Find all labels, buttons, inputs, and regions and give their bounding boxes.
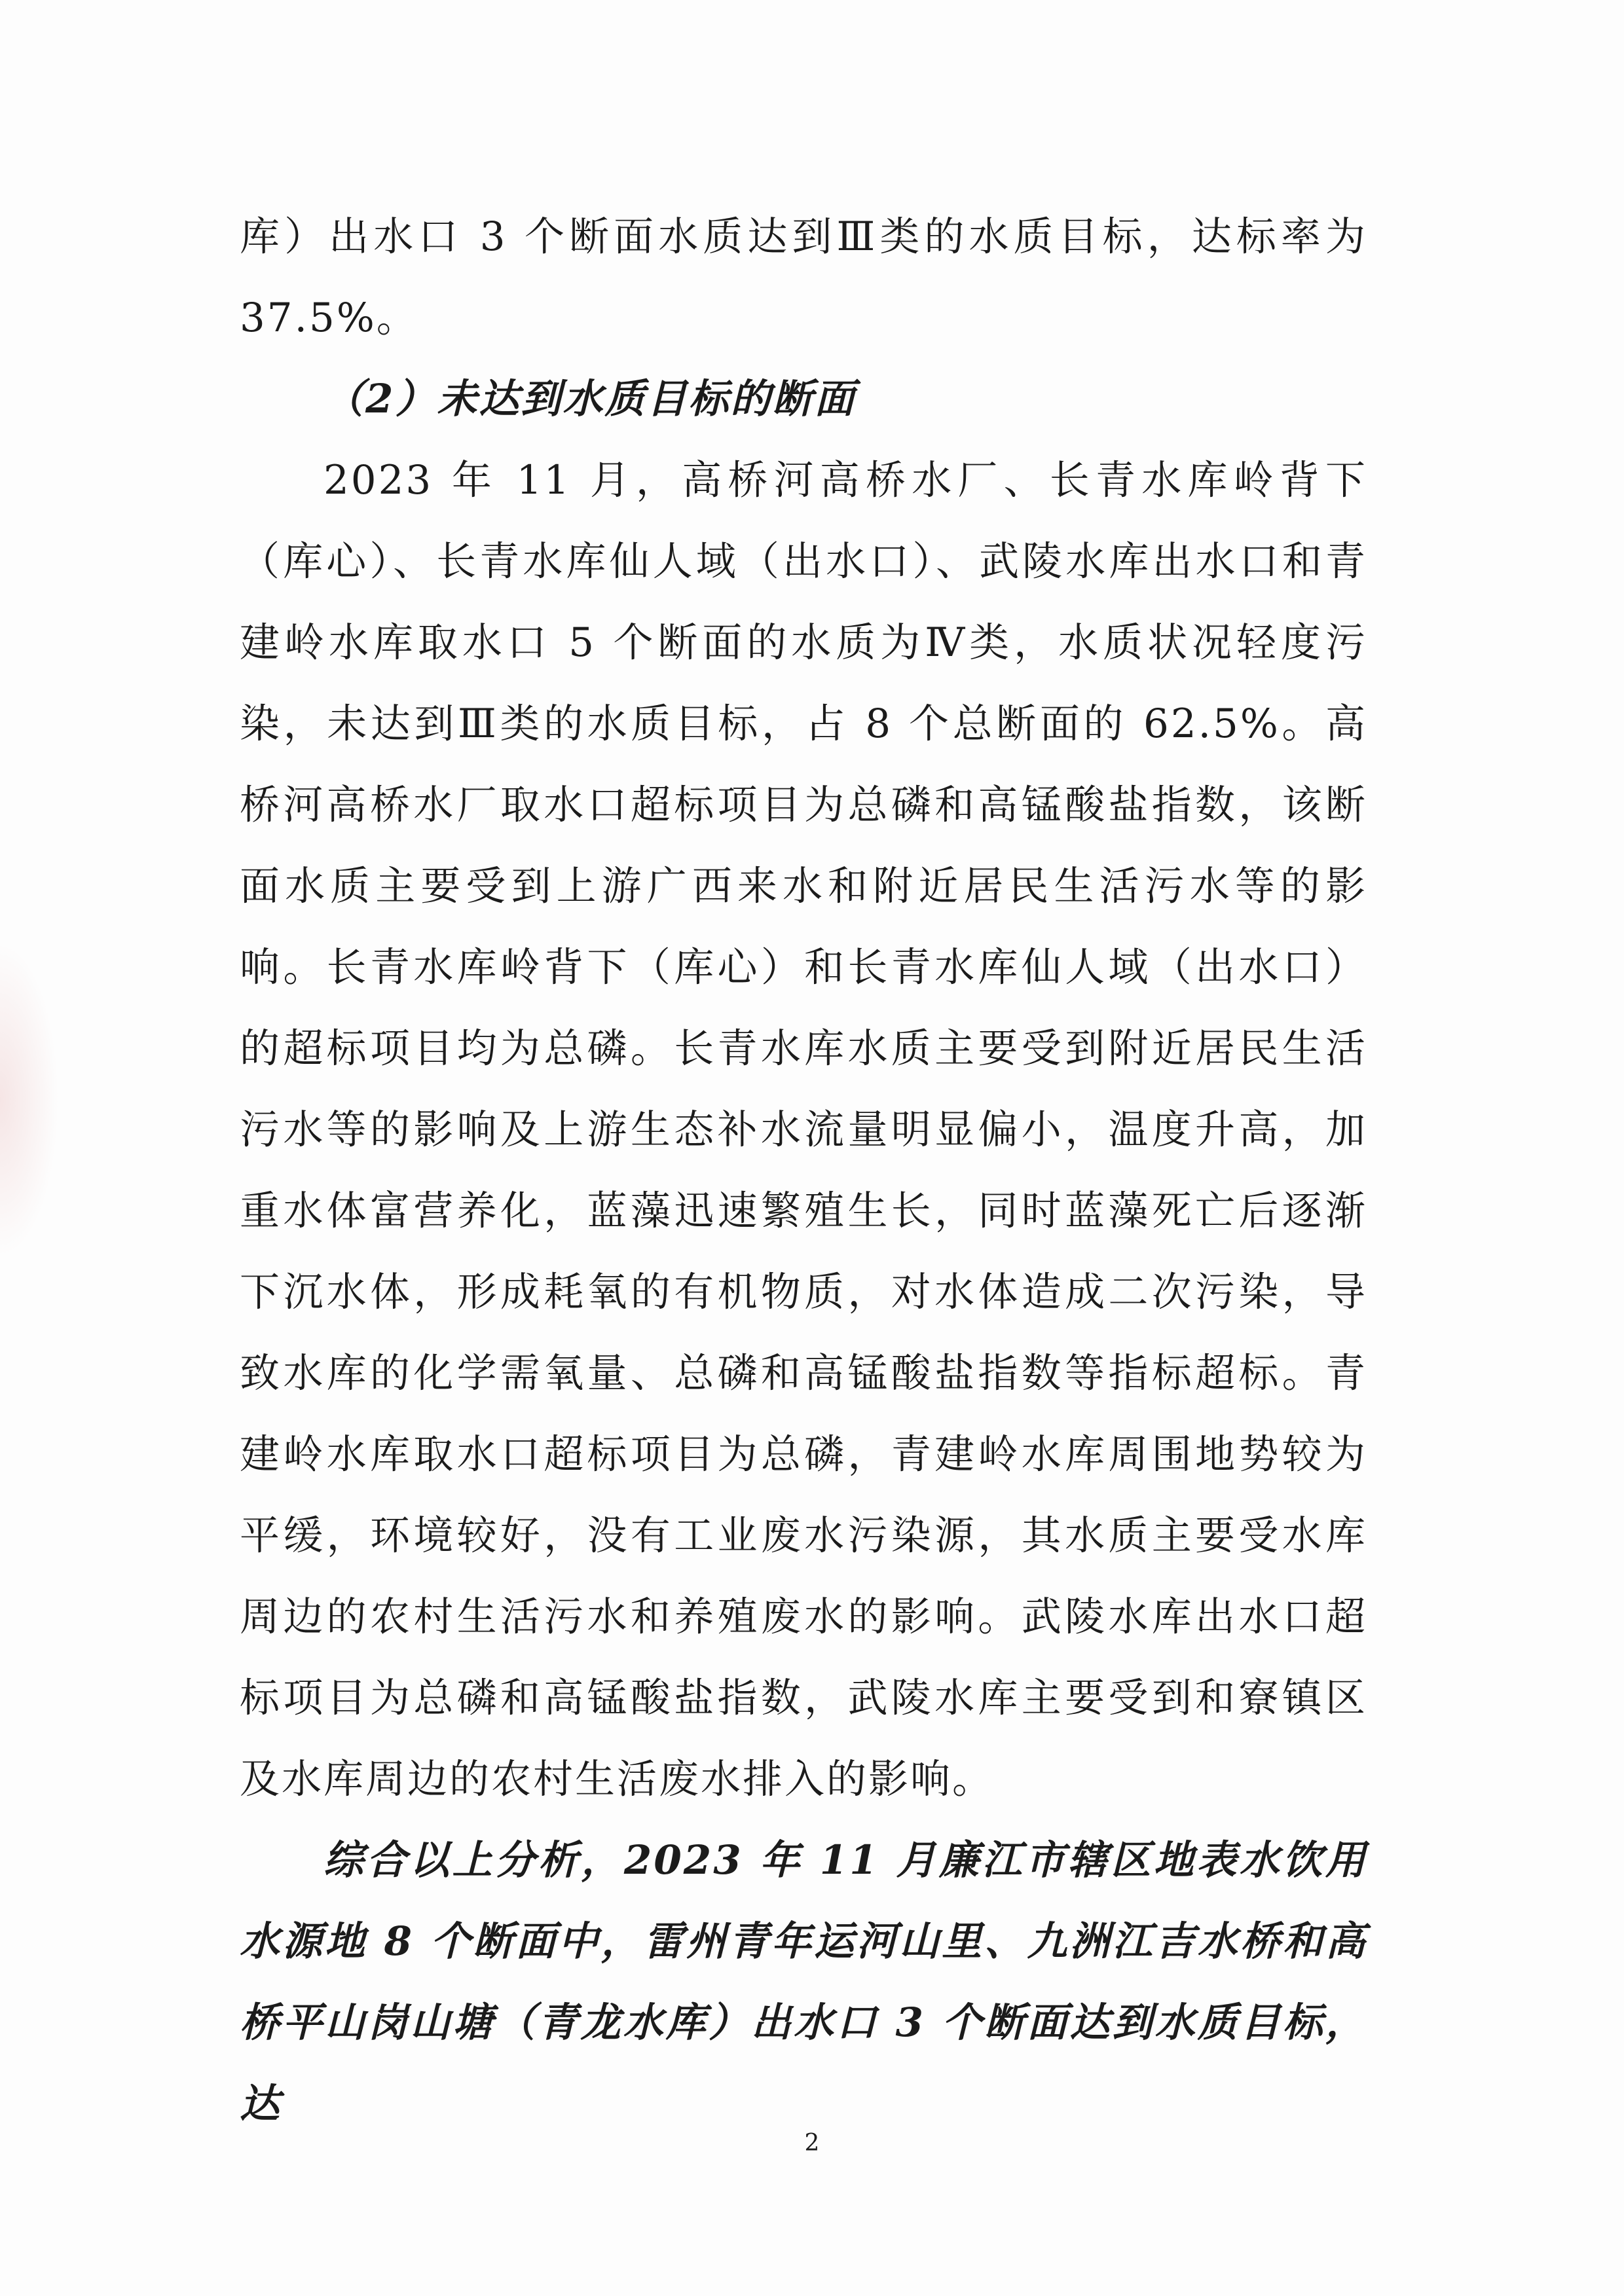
paragraph-analysis: 2023 年 11 月，高桥河高桥水厂、长青水库岭背下（库心）、长青水库仙人域（出水口）、武陵水库出水口和青建岭水库取水口 5 个断面的水质为Ⅳ类，水质状况轻度污染，未达到Ⅲ类的水质目标，占 8 个总断面的 62.5%。高桥河高桥水厂取水口超标项目为总磷和高锰酸盐指数，该断面水质主要受到上游广西来水和附近居民生活污水等的影响。长青水库岭背下（库心）和长青水库仙人域（出水口）的超标项目均为总磷。长青水库水质主要受到附近居民生活污水等的影响及上游生态补水流量明显偏小，温度升高，加重水体富营养化，蓝藻迅速繁殖生长，同时蓝藻死亡后逐渐下沉水体，形成耗氧的有机物质，对水体造成二次污染，导致水库的化学需氧量、总磷和高锰酸盐指数等指标超标。青建岭水库取水口超标项目为总磷，青建岭水库周围地势较为平缓，环境较好，没有工业废水污染源，其水质主要受水库周边的农村生活污水和养殖废水的影响。武陵水库出水口超标项目为总磷和高锰酸盐指数，武陵水库主要受到和寮镇区及水库周边的农村生活废水排入的影响。 — [240, 457, 1367, 1802]
paragraph-summary: 综合以上分析，2023 年 11 月廉江市辖区地表水饮用水源地 8 个断面中，雷州青年运河山里、九洲江吉水桥和高桥平山岗山塘（青龙水库）出水口 3 个断面达到水质目标，达 — [240, 1837, 1367, 2127]
page-number: 2 — [804, 2130, 820, 2157]
paragraph-continued: 库）出水口 3 个断面水质达到Ⅲ类的水质目标，达标率为 37.5%。 — [240, 213, 1367, 341]
stamp-mark — [0, 943, 59, 1257]
document-body — [240, 196, 1367, 2145]
section-heading: （2）未达到水质目标的断面 — [323, 376, 857, 422]
